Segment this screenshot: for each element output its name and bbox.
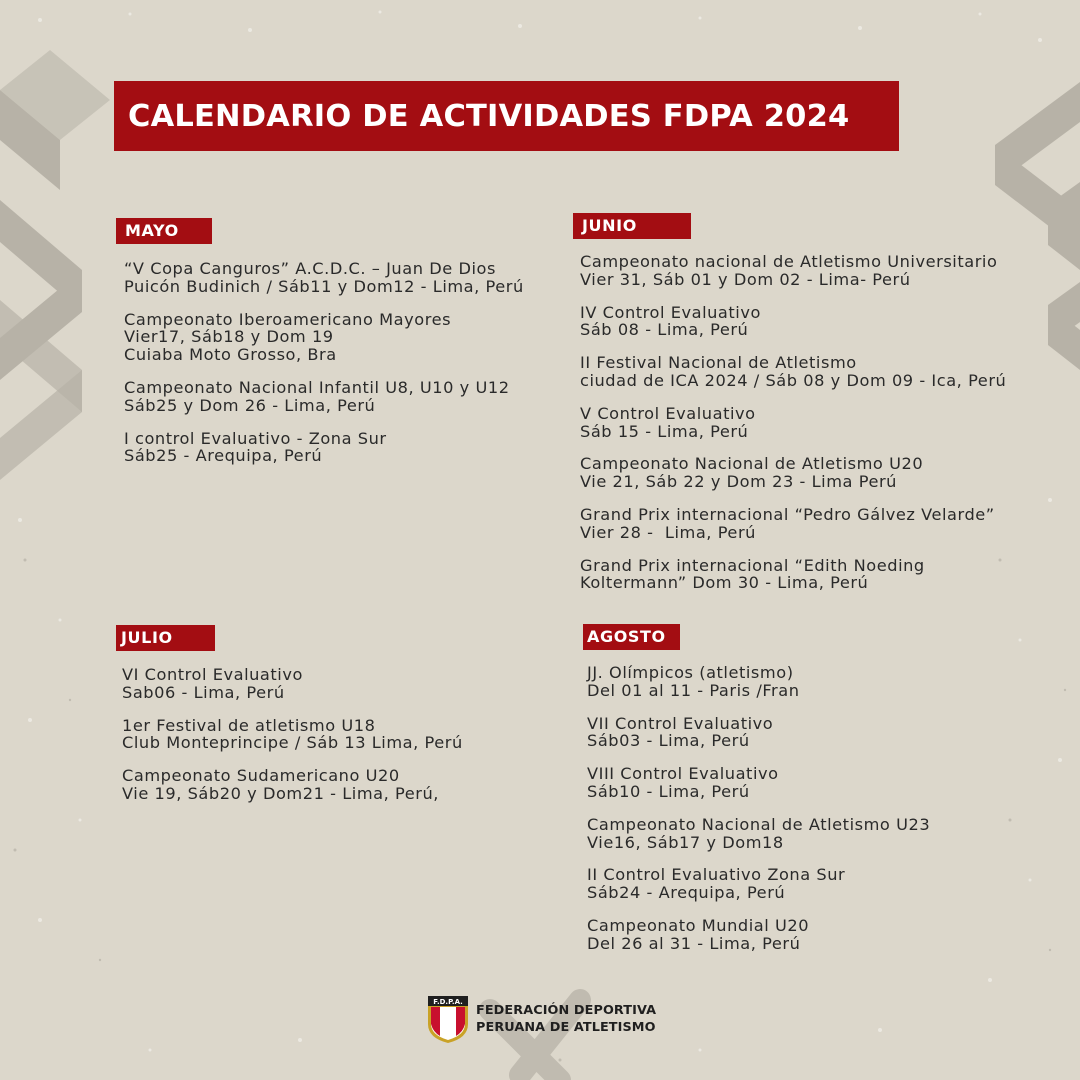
event-title: Campeonato Mundial U20 — [587, 915, 810, 935]
event-item — [580, 557, 1063, 593]
event-title: Campeonato Nacional Infantil U8, U10 y U12 — [124, 377, 510, 397]
event-detail: Del 26 al 31 - Lima, Perú — [587, 933, 801, 953]
event-detail: Del 01 al 11 - Paris /Fran — [587, 680, 800, 700]
title-banner — [114, 81, 899, 151]
event-title: Campeonato Sudamericano U20 — [122, 766, 400, 786]
organization-name-line2: PERUANA DE ATLETISMO — [476, 1020, 656, 1035]
event-item — [124, 379, 556, 415]
event-title: I control Evaluativo - Zona Sur — [124, 428, 387, 448]
event-item — [580, 354, 1063, 390]
event-detail: Cuiaba Moto Grosso, Bra — [124, 345, 337, 365]
month-section-julio — [116, 625, 556, 818]
month-label-junio: JUNIO — [573, 213, 691, 239]
event-title: V Control Evaluativo — [580, 403, 756, 423]
event-item — [124, 430, 556, 466]
event-item — [587, 866, 1053, 902]
event-detail: Vie 21, Sáb 22 y Dom 23 - Lima Perú — [580, 472, 897, 492]
month-section-mayo — [116, 218, 556, 480]
event-title: VIII Control Evaluativo — [587, 764, 779, 784]
event-detail: ciudad de ICA 2024 / Sáb 08 y Dom 09 - Ica, Perú — [580, 370, 1007, 390]
event-item — [580, 455, 1063, 491]
event-item — [124, 311, 556, 364]
left-chevrons — [0, 50, 110, 480]
event-title: “V Copa Canguros” A.C.D.C. – Juan De Dios — [124, 259, 496, 278]
event-detail: Sáb 08 - Lima, Perú — [580, 320, 749, 340]
event-item — [122, 767, 556, 803]
event-list-agosto — [583, 664, 1053, 953]
event-list-mayo — [116, 260, 556, 465]
event-title: Grand Prix internacional “Edith Noeding — [580, 555, 925, 575]
event-item — [587, 765, 1053, 801]
event-detail: Sáb25 y Dom 26 - Lima, Perú — [124, 395, 376, 415]
event-title: JJ. Olímpicos (atletismo) — [587, 663, 794, 682]
event-item — [587, 715, 1053, 751]
event-list-junio — [573, 253, 1063, 592]
event-list-julio — [116, 666, 556, 803]
event-item — [122, 717, 556, 753]
fdpa-shield-icon — [426, 994, 470, 1044]
page-title: CALENDARIO DE ACTIVIDADES FDPA 2024 — [128, 98, 850, 134]
event-item — [580, 304, 1063, 340]
logo-abbreviation: F.D.P.A. — [433, 998, 463, 1006]
event-detail: Vie 19, Sáb20 y Dom21 - Lima, Perú, — [122, 783, 439, 803]
event-item — [124, 260, 556, 296]
event-item — [580, 506, 1063, 542]
month-label-agosto: AGOSTO — [583, 624, 680, 650]
event-detail: Vier 28 - Lima, Perú — [580, 522, 756, 542]
event-detail: Sáb10 - Lima, Perú — [587, 781, 750, 801]
event-title: Campeonato Nacional de Atletismo U20 — [580, 454, 924, 474]
event-item — [587, 917, 1053, 953]
event-title: Campeonato Iberoamericano Mayores — [124, 309, 452, 329]
organization-name-line1: FEDERACIÓN DEPORTIVA — [476, 1003, 657, 1018]
event-detail: Puicón Budinich / Sáb11 y Dom12 - Lima, Perú — [124, 276, 524, 296]
event-title: II Festival Nacional de Atletismo — [580, 353, 857, 373]
event-title: Grand Prix internacional “Pedro Gálvez Velarde” — [580, 504, 995, 524]
event-item — [580, 253, 1063, 289]
event-detail: Club Monteprincipe / Sáb 13 Lima, Perú — [122, 733, 463, 753]
event-item — [122, 666, 556, 702]
event-detail: Vier17, Sáb18 y Dom 19 — [124, 327, 334, 347]
event-detail: Sáb24 - Arequipa, Perú — [587, 883, 786, 903]
event-item — [587, 816, 1053, 852]
event-detail: Sab06 - Lima, Perú — [122, 682, 285, 702]
event-detail: Vie16, Sáb17 y Dom18 — [587, 832, 784, 852]
event-title: IV Control Evaluativo — [580, 302, 761, 322]
month-section-junio — [573, 213, 1063, 607]
organization-name — [476, 1002, 656, 1036]
event-detail: Sáb03 - Lima, Perú — [587, 731, 750, 751]
event-title: 1er Festival de atletismo U18 — [122, 715, 376, 735]
event-title: Campeonato Nacional de Atletismo U23 — [587, 814, 931, 834]
month-section-agosto — [583, 624, 1053, 968]
month-label-mayo: MAYO — [116, 218, 212, 244]
footer-logo-block — [426, 994, 656, 1044]
event-detail: Sáb25 - Arequipa, Perú — [124, 446, 323, 466]
event-title: VI Control Evaluativo — [122, 665, 303, 684]
event-detail: Sáb 15 - Lima, Perú — [580, 421, 749, 441]
event-title: VII Control Evaluativo — [587, 713, 774, 733]
event-item — [580, 405, 1063, 441]
event-item — [587, 664, 1053, 700]
event-title: II Control Evaluativo Zona Sur — [587, 865, 846, 885]
month-label-julio: JULIO — [116, 625, 215, 651]
event-title: Campeonato nacional de Atletismo Universitario — [580, 252, 998, 271]
event-detail: Koltermann” Dom 30 - Lima, Perú — [580, 573, 869, 593]
event-detail: Vier 31, Sáb 01 y Dom 02 - Lima- Perú — [580, 269, 911, 289]
